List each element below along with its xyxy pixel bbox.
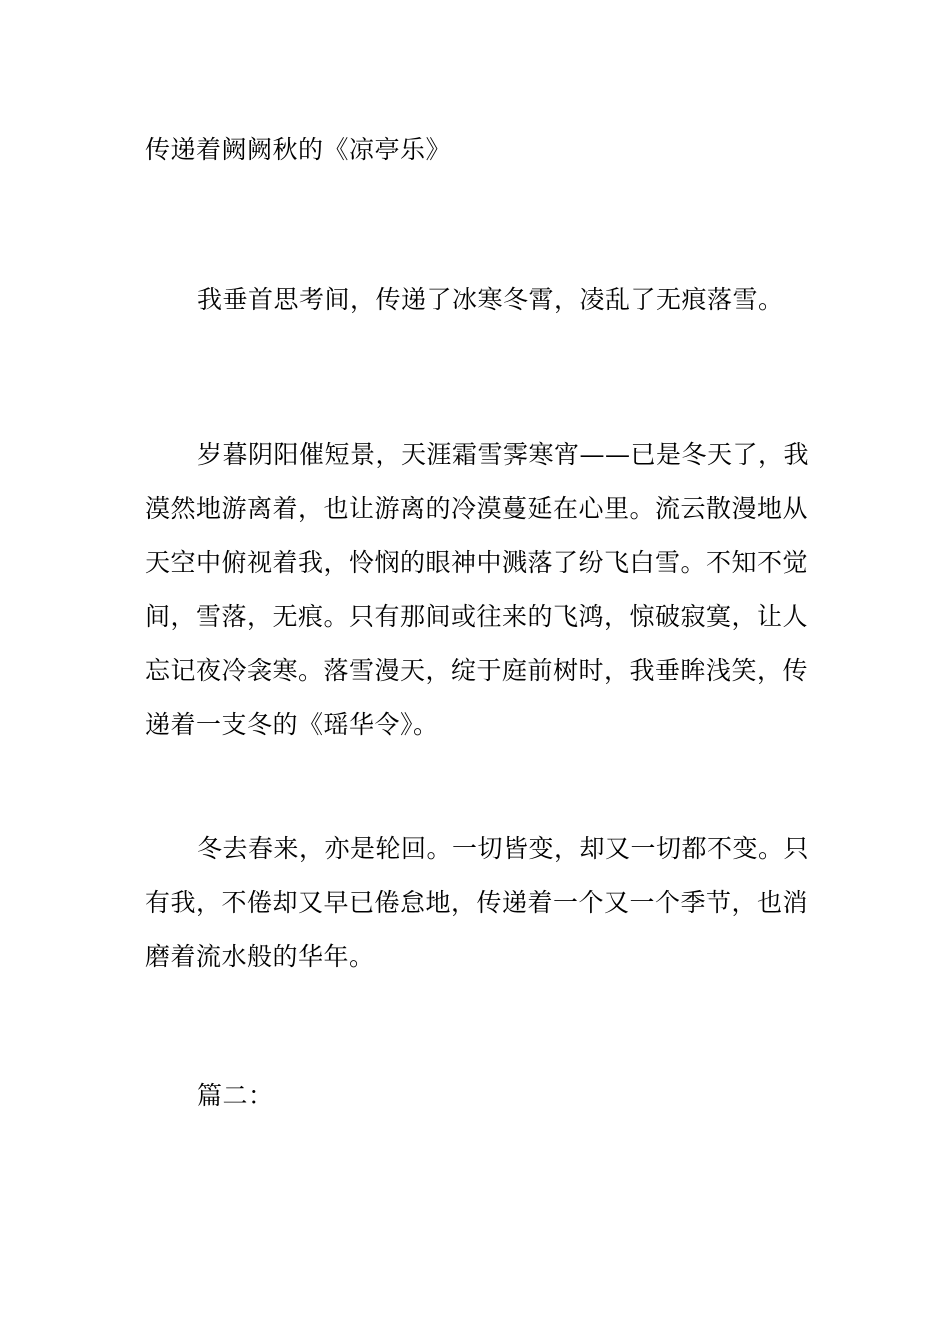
paragraph-continuation: 传递着阙阙秋的《凉亭乐》: [145, 135, 452, 164]
paragraph: 冬去春来，亦是轮回。一切皆变，却又一切都不变。只有我，不倦却又早已倦怠地，传递着一个又一个季节，也消磨着流水般的华年。: [145, 834, 810, 971]
section-heading: 篇二：: [197, 1081, 274, 1110]
paragraph: 我垂首思考间，传递了冰寒冬霄，凌乱了无痕落雪。: [197, 285, 784, 314]
paragraph: 岁暮阴阳催短景，天涯霜雪霁寒宵——已是冬天了，我漠然地游离着，也让游离的冷漠蔓延在心里。流云散漫地从天空中俯视着我，怜悯的眼神中溅落了纷飞白雪。不知不觉间，雪落，无痕。只有那间或往来的飞鸿，惊破寂寞，让人忘记夜冷衾寒。落雪漫天，绽于庭前树时，我垂眸浅笑，传递着一支冬的《瑶华令》。: [145, 440, 810, 739]
